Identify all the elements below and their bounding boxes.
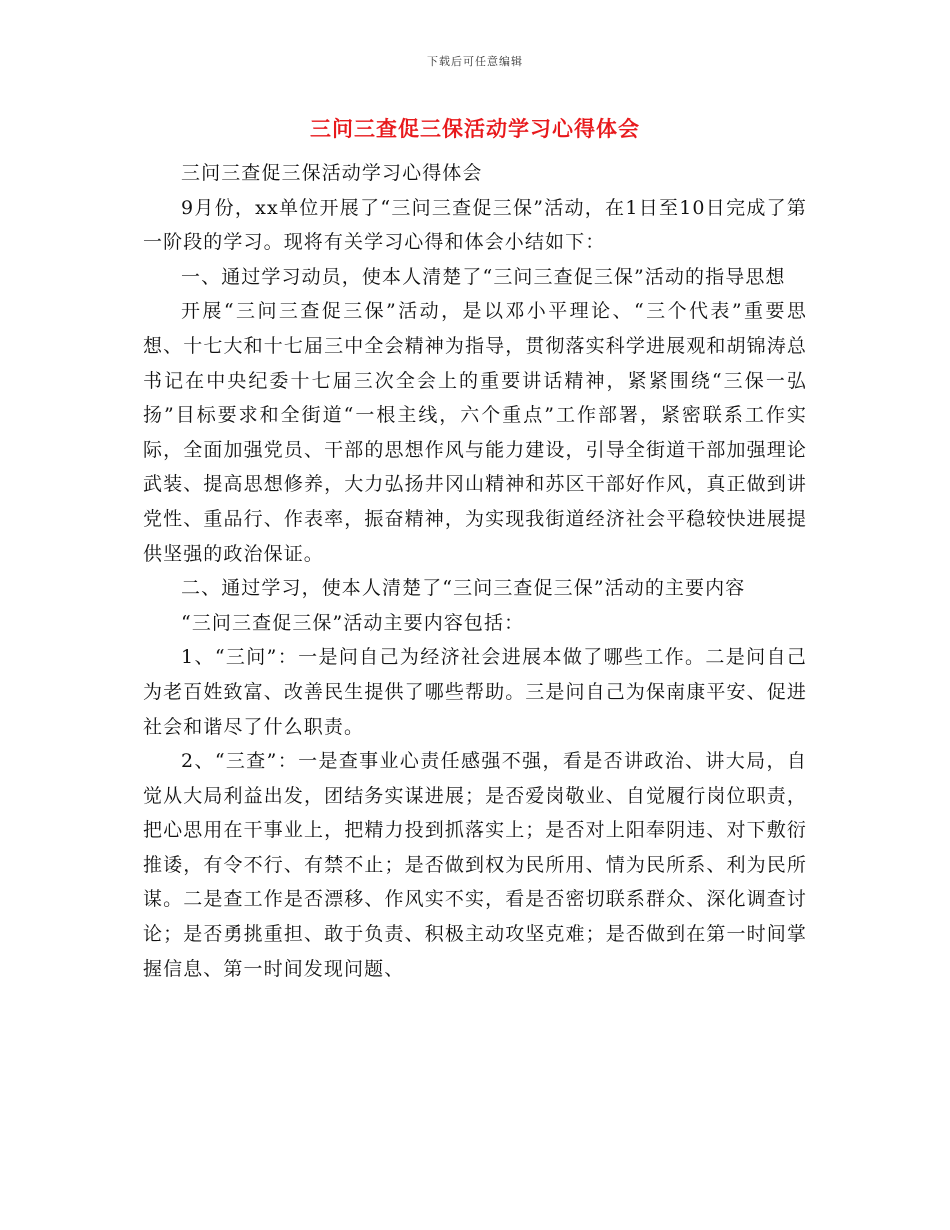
paragraph-three-questions: 1、“三问”：一是问自己为经济社会进展本做了哪些工作。二是问自己为老百姓致富、改善民生提供了哪些帮助。三是问自己为保南康平安、促进社会和谐尽了什么职责。 [143, 646, 807, 738]
paragraph-section-two-heading: 二、通过学习，使本人清楚了“三问三查促三保”活动的主要内容 [181, 577, 746, 600]
document-title: 三问三查促三保活动学习心得体会 [310, 117, 640, 141]
paragraph-subtitle: 三问三查促三保活动学习心得体会 [181, 162, 483, 184]
paragraph-content-intro: “三问三查促三保”活动主要内容包括： [181, 611, 525, 634]
document-body [143, 156, 807, 986]
paragraph-section-one-heading: 一、通过学习动员，使本人清楚了“三问三查促三保”活动的指导思想 [181, 265, 786, 288]
header-note: 下载后可任意编辑 [427, 55, 523, 68]
paragraph-intro: 9月份，xx单位开展了“三问三查促三保”活动，在1日至10日完成了第一阶段的学习。现将有关学习心得和体会小结如下： [143, 196, 807, 254]
paragraph-section-one-body: 开展“三问三查促三保”活动，是以邓小平理论、“三个代表”重要思想、十七大和十七届三中全会精神为指导，贯彻落实科学进展观和胡锦涛总书记在中央纪委十七届三次全会上的重要讲话精神，紧紧围绕“三保一弘扬”目标要求和全街道“一根主线，六个重点”工作部署，紧密联系工作实际，全面加强党员、干部的思想作风与能力建设，引导全街道干部加强理论武装、提高思想修养，大力弘扬井冈山精神和苏区干部好作风，真正做到讲党性、重品行、作表率，振奋精神，为实现我街道经济社会平稳较快进展提供坚强的政治保证。 [143, 300, 807, 565]
paragraph-three-checks: 2、“三查”：一是查事业心责任感强不强，看是否讲政治、讲大局，自觉从大局利益出发，团结务实谋进展；是否爱岗敬业、自觉履行岗位职责，把心思用在干事业上，把精力投到抓落实上；是否对上阳奉阴违、对下敷衍推诿，有令不行、有禁不止；是否做到权为民所用、情为民所系、利为民所谋。二是查工作是否漂移、作风实不实，看是否密切联系群众、深化调查讨论；是否勇挑重担、敢于负责、积极主动攻坚克难；是否做到在第一时间掌握信息、第一时间发现问题、 [143, 750, 807, 980]
